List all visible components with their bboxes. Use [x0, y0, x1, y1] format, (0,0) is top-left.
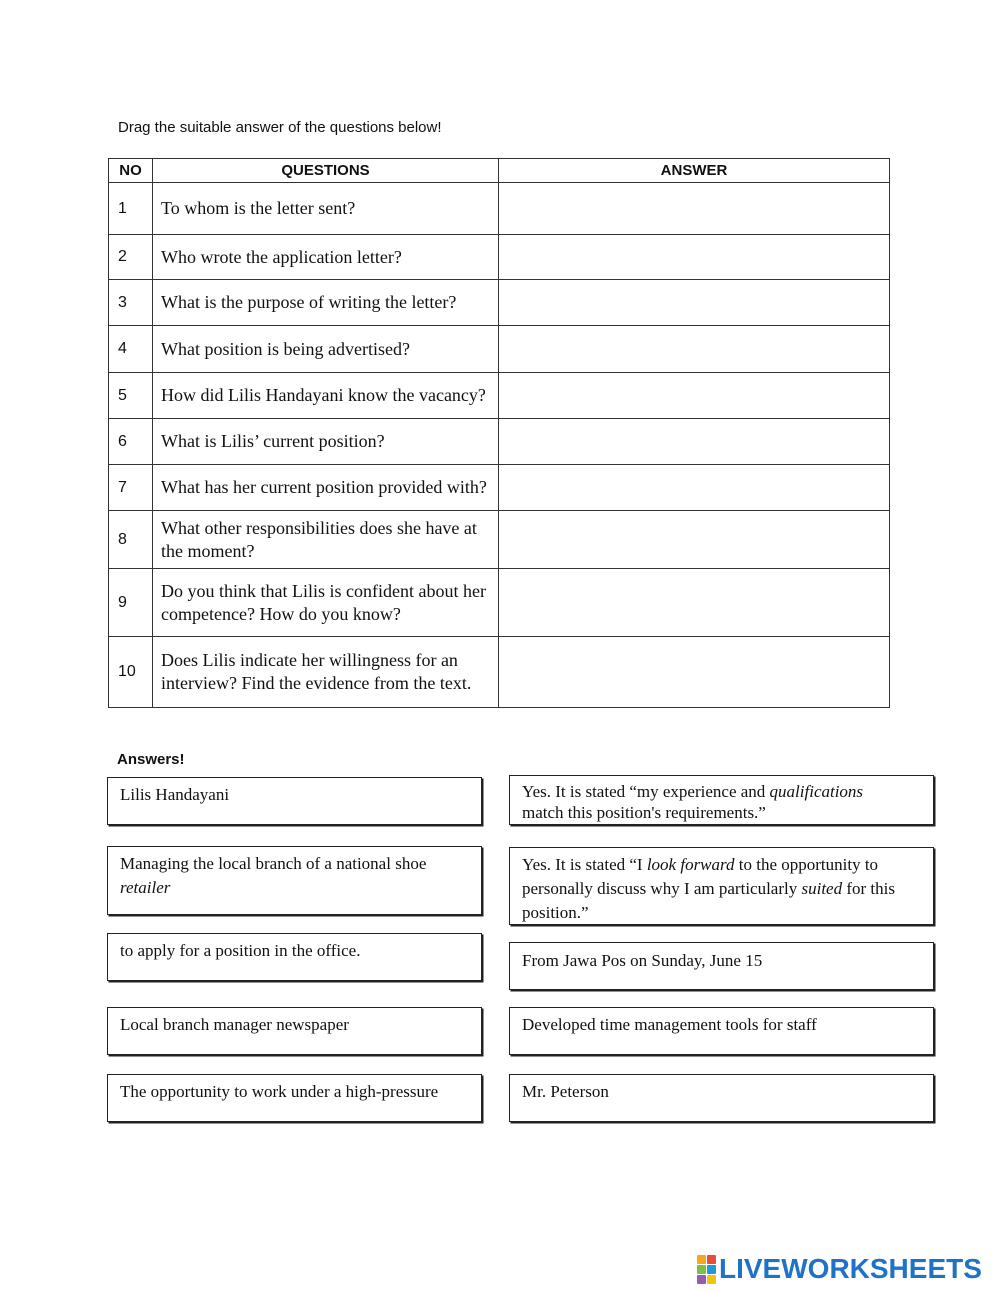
answer-drop-zone[interactable]: [499, 419, 890, 465]
liveworksheets-logo: [697, 1253, 982, 1285]
table-row: [109, 373, 890, 419]
answer-drop-zone[interactable]: [499, 183, 890, 235]
question-text: To whom is the letter sent?: [153, 183, 499, 235]
table-row: [109, 465, 890, 511]
answer-card-text: Mr. Peterson: [522, 1082, 609, 1101]
answer-drop-zone[interactable]: [499, 511, 890, 569]
table-row: [109, 419, 890, 465]
answer-card-peterson[interactable]: [509, 1074, 934, 1122]
header-questions: QUESTIONS: [153, 159, 499, 183]
logo-text: LIVEWORKSHEETS: [719, 1253, 982, 1284]
row-number: 9: [109, 569, 153, 637]
answer-card-text: Yes. It is stated “I: [522, 855, 647, 874]
answer-card-text: Developed time management tools for staff: [522, 1015, 817, 1034]
answer-card-emphasis: suited: [801, 879, 843, 898]
row-number: 8: [109, 511, 153, 569]
answer-card-time-management[interactable]: [509, 1007, 934, 1055]
answer-card-text: Local branch manager newspaper: [120, 1015, 349, 1034]
answer-card-apply[interactable]: [107, 933, 482, 981]
answer-card-text: to the opportunity to personally discuss why I am particularly: [522, 855, 879, 898]
logo-mark-icon: [697, 1255, 716, 1284]
row-number: 7: [109, 465, 153, 511]
row-number: 3: [109, 280, 153, 326]
table-row: [109, 637, 890, 708]
table-header-row: [109, 159, 890, 183]
answer-drop-zone[interactable]: [499, 235, 890, 280]
instruction-text: Drag the suitable answer of the questions below!: [118, 119, 442, 136]
answer-card-text: Yes. It is stated “my experience and: [522, 782, 770, 801]
answer-card-managing[interactable]: [107, 846, 482, 915]
question-text: What has her current position provided with?: [153, 465, 499, 511]
answer-card-opportunity[interactable]: [107, 1074, 482, 1122]
answer-card-text: The opportunity to work under a high-pressure: [120, 1082, 439, 1101]
row-number: 5: [109, 373, 153, 419]
header-no: NO: [109, 159, 153, 183]
question-text: Who wrote the application letter?: [153, 235, 499, 280]
row-number: 2: [109, 235, 153, 280]
answer-card-emphasis: look forward: [646, 855, 735, 874]
answer-card-text: match this position's requirements.”: [522, 803, 766, 822]
answer-card-qualifications[interactable]: [509, 775, 934, 825]
question-text: What other responsibilities does she have at the moment?: [153, 511, 499, 569]
answers-title: Answers!: [117, 751, 185, 768]
row-number: 1: [109, 183, 153, 235]
question-text: What position is being advertised?: [153, 326, 499, 373]
row-number: 10: [109, 637, 153, 708]
answer-drop-zone[interactable]: [499, 326, 890, 373]
table-row: [109, 511, 890, 569]
answer-drop-zone[interactable]: [499, 569, 890, 637]
answer-card-text: Managing the local branch of a national shoe: [120, 854, 427, 873]
question-text: How did Lilis Handayani know the vacancy?: [153, 373, 499, 419]
questions-table: [108, 158, 890, 708]
question-text: What is the purpose of writing the letter?: [153, 280, 499, 326]
table-row: [109, 235, 890, 280]
row-number: 4: [109, 326, 153, 373]
answer-card-text: for this position.”: [522, 879, 895, 922]
table-row: [109, 183, 890, 235]
answer-card-lilis-handayani[interactable]: [107, 777, 482, 825]
answer-card-text: From Jawa Pos on Sunday, June 15: [522, 951, 763, 970]
answer-drop-zone[interactable]: [499, 280, 890, 326]
question-text: Do you think that Lilis is confident about her competence? How do you know?: [153, 569, 499, 637]
table-row: [109, 569, 890, 637]
answer-drop-zone[interactable]: [499, 465, 890, 511]
answer-card-text: to apply for a position in the office.: [120, 941, 361, 960]
answer-drop-zone[interactable]: [499, 373, 890, 419]
row-number: 6: [109, 419, 153, 465]
answer-card-interview[interactable]: [509, 847, 934, 925]
answer-card-local-branch[interactable]: [107, 1007, 482, 1055]
answer-card-emphasis: qualifications: [769, 782, 864, 801]
answer-drop-zone[interactable]: [499, 637, 890, 708]
answer-card-emphasis: retailer: [120, 878, 171, 897]
question-text: What is Lilis’ current position?: [153, 419, 499, 465]
answer-card-jawa-pos[interactable]: [509, 942, 934, 990]
question-text: Does Lilis indicate her willingness for an interview? Find the evidence from the text.: [153, 637, 499, 708]
table-row: [109, 280, 890, 326]
answer-card-text: Lilis Handayani: [120, 785, 230, 804]
table-row: [109, 326, 890, 373]
header-answer: ANSWER: [499, 159, 890, 183]
